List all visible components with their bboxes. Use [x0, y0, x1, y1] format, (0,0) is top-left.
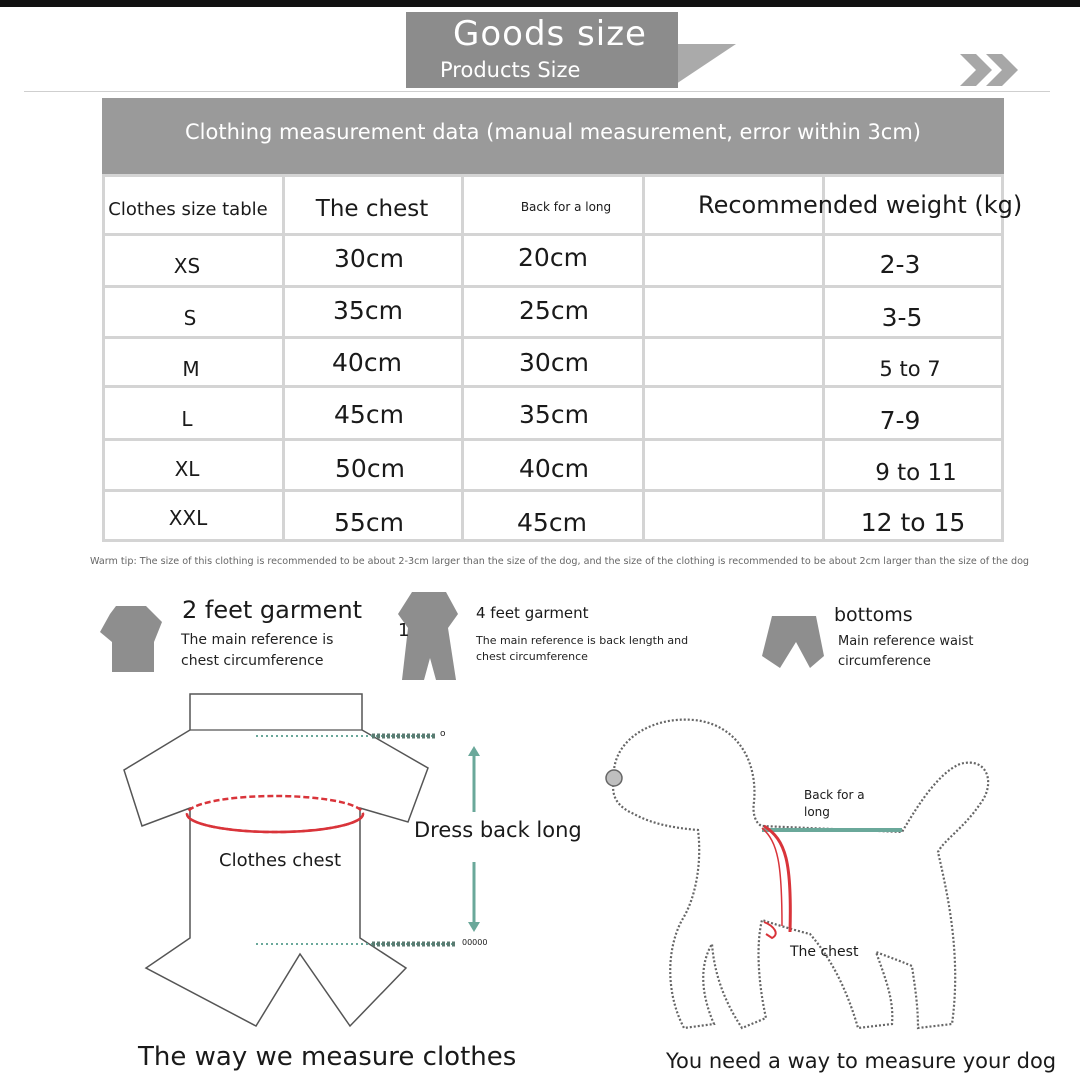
grid-line	[1001, 174, 1004, 542]
weight-cell: 7-9	[879, 406, 921, 435]
garment-description: The main reference is chest circumference	[181, 632, 334, 669]
chest-cell: 40cm	[332, 348, 402, 377]
clothes-chest-label: Clothes chest	[219, 850, 342, 871]
back-cell: 30cm	[519, 348, 589, 377]
grid-line	[102, 385, 1004, 388]
weight-cell: 9 to 11	[875, 460, 957, 486]
warm-tip: Warm tip: The size of this clothing is recommended to be about 2-3cm larger than the size of the dog, and the size of the clothing is recommended to be about 2cm larger than the size of the dog	[90, 556, 1030, 567]
back-cell: 40cm	[519, 454, 589, 483]
chest-cell: 35cm	[333, 296, 403, 325]
size-cell: L	[181, 407, 193, 431]
page-subtitle: Products Size	[440, 58, 581, 82]
chest-cell: 45cm	[334, 400, 404, 429]
two-feet-garment-icon	[96, 602, 166, 674]
table-caption: Clothing measurement data (manual measurement, error within 3cm)	[184, 120, 921, 144]
back-cell: 35cm	[519, 400, 589, 429]
garment-description: The main reference is back length and chest circumference	[476, 634, 689, 663]
dog-measurement-diagram	[596, 712, 1000, 1036]
bottoms-icon	[758, 612, 830, 672]
measure-mark: o	[440, 729, 446, 739]
grid-line	[102, 285, 1004, 288]
table-caption-bar	[102, 98, 1004, 177]
weight-cell: 2-3	[879, 250, 921, 279]
grid-line	[102, 438, 1004, 441]
size-cell: M	[182, 357, 200, 381]
size-cell: XS	[173, 254, 201, 278]
double-chevron-right-icon	[958, 52, 1028, 88]
back-cell: 20cm	[518, 243, 588, 272]
weight-cell: 3-5	[881, 303, 923, 332]
dress-back-length-label: Dress back long	[414, 818, 582, 842]
clothes-caption: The way we measure clothes	[138, 1042, 517, 1072]
garment-title: 2 feet garment	[182, 596, 363, 624]
weight-cell: 5 to 7	[879, 357, 941, 381]
back-cell: 25cm	[519, 296, 589, 325]
top-border	[0, 0, 1080, 7]
size-cell: XXL	[168, 506, 208, 530]
garment-title: 4 feet garment	[476, 604, 589, 622]
grid-line	[102, 489, 1004, 492]
grid-line	[102, 336, 1004, 339]
dog-caption: You need a way to measure your dog	[666, 1049, 1057, 1073]
grid-line	[102, 233, 1004, 236]
grid-line	[102, 539, 1004, 542]
chest-cell: 55cm	[334, 508, 404, 537]
column-header-chest: The chest	[315, 196, 429, 222]
size-table	[102, 174, 1023, 542]
garment-mark: 1	[398, 620, 410, 641]
garment-description: Main reference waist circumference	[838, 634, 974, 669]
size-cell: XL	[174, 457, 200, 481]
column-header-back-length: Back for a long	[520, 200, 612, 214]
garment-title: bottoms	[834, 604, 913, 626]
dog-chest-label: The chest	[790, 944, 859, 960]
chest-cell: 50cm	[335, 454, 405, 483]
column-header-size: Clothes size table	[108, 199, 268, 220]
measure-mark: 00000	[462, 938, 488, 947]
column-header-weight: Recommended weight (kg)	[698, 191, 1023, 219]
divider	[24, 91, 1050, 92]
back-cell: 45cm	[517, 508, 587, 537]
page-title: Goods size	[453, 14, 647, 54]
size-cell: S	[183, 306, 197, 330]
chest-cell: 30cm	[334, 244, 404, 273]
weight-cell: 12 to 15	[860, 508, 966, 537]
grid-line	[102, 174, 1004, 177]
dog-back-length-label: Back for a long	[804, 788, 865, 819]
